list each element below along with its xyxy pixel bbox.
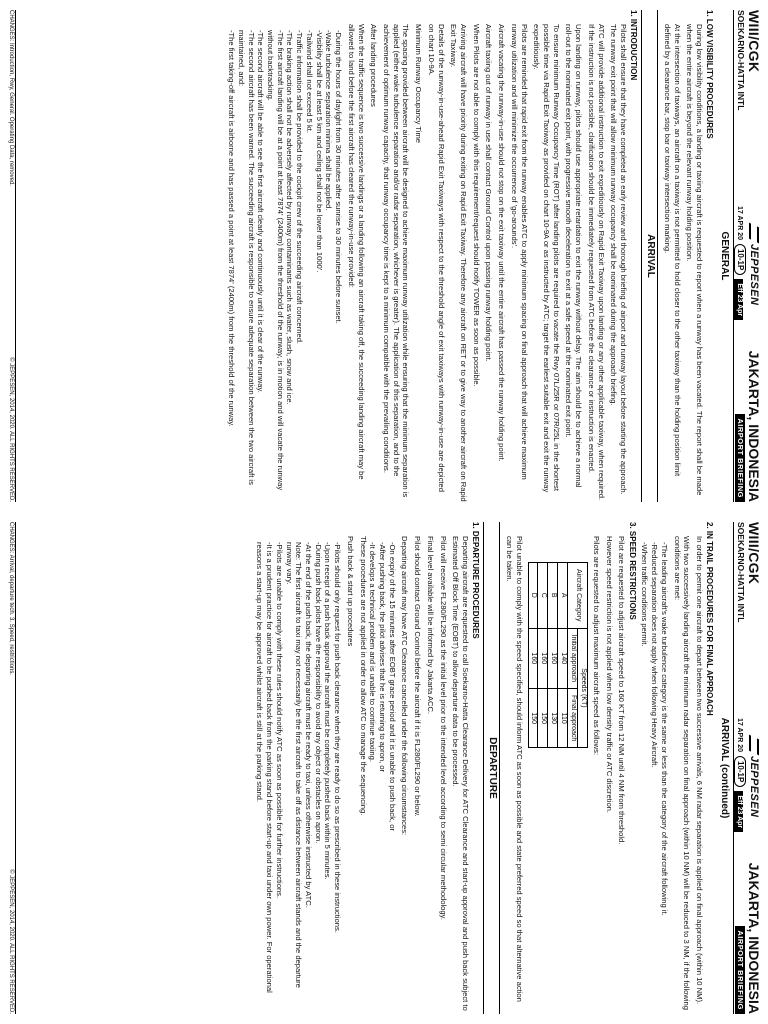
paragraph: Departing aircraft may have ATC Clearance cancelled under the following circumstances:	[400, 536, 410, 836]
paragraph: Pilots are requested to adjust maximum aircraft speed as follows:	[591, 536, 601, 756]
paragraph: During low visibility conditions, a landing or taxiing aircraft is requested to report when a runway has been vacated. The report shall be made when the entire aircraft is beyond the relevant runway holding position.	[685, 24, 704, 496]
list-item: -Pilots are unable to comply with these rules should notify ATC as soon as possible for further instructions.	[274, 542, 284, 899]
list-item: -Pilots should only request for push back clearance when they are ready to do so as prescribed in these instructions.	[333, 542, 343, 933]
paragraph: Pilot are requested to adjust aircraft speed to 160 KT from 12 NM until 4 NM from threshold.	[617, 536, 627, 845]
jeppesen-logo-icon	[749, 223, 759, 244]
logo-text: JEPPESEN	[748, 244, 760, 306]
subheading-push-back: Push back & start up procedures	[345, 536, 355, 647]
list-item: -When traffic conditions permit.	[640, 542, 650, 647]
table-cell: 160	[538, 628, 548, 688]
paragraph: In order to permit one aircraft to depart between two successive arrivals, 6 NM radar separation is applied on final approach (within 10 NM).	[694, 536, 704, 1005]
list-item: -At the end of the push back, the departing aircraft must be ready to taxi, unless otherwise instructed by ATC.	[304, 542, 314, 908]
table-header: Speeds (KT)	[578, 628, 588, 748]
table-cell: D	[528, 563, 538, 629]
heading-departure-procedures: 1. DEPARTURE PROCEDURES	[471, 522, 481, 639]
city-country: JAKARTA, INDONESIA	[746, 862, 762, 1014]
list-item: -Reduced separation does not apply when following Heavy Aircraft.	[650, 542, 660, 768]
airport-name: SOEKARNO-HATTA INTL	[736, 522, 746, 623]
briefing-label: AIRPORT BRIEFING	[735, 414, 745, 502]
briefing-page-2	[0, 512, 768, 1024]
list-item: -Tailwind shall not exceed 5 kt.	[304, 30, 314, 133]
table-header: Final approach	[568, 689, 578, 748]
paragraph: Details of the runway-in-use-ahead Rapid Exit Taxiways with respect to the threshold angle of exit taxiways with runway-in-use are depicted on chart 10-9A.	[426, 24, 446, 492]
paragraph: These procedures are not applied in order to allow ATC to manage the sequencing.	[358, 536, 368, 816]
chart-date	[734, 718, 746, 832]
page-header	[733, 522, 762, 1014]
table-row	[558, 563, 568, 748]
table-cell: C	[538, 563, 548, 629]
section-general-title: GENERAL	[719, 231, 730, 281]
table-row	[578, 563, 588, 748]
paragraph: Arriving aircraft will have priority during exiting on Rapid Exit Taxiway. Therefore any aircraft on RET or to give way to another aircraft on Rapid Exit Taxiway.	[449, 24, 468, 502]
footer-changes: CHANGES: Introduction, Rwy, General. Operating Data, removed.	[7, 10, 14, 186]
paragraph: Upon landing on runway, pilots should use appropriate retardation to exit the runway without delay. The aim should be to achieve a normal roll-out to the nominated exit point, with progressive smooth deceleration to exit at a safe speed at the nominated exit point.	[564, 24, 584, 488]
chart-code: 10-1P	[734, 244, 746, 275]
paragraph: Pilot should contact Ground Control before the aircraft if it is FL280/FL290 or below.	[413, 536, 423, 817]
table-row	[528, 563, 538, 748]
effective-badge: Eff 23 Apr	[734, 279, 743, 320]
list-item: -The second aircraft has been warned. The succeeding aircraft is responsible to ensure adequate separation between the two aircraft is maintained, and:	[236, 30, 256, 485]
list-item: -During push back pilots have the responsibility to avoid any object or obstacles on apron.	[313, 542, 323, 844]
paragraph: Pilots are reminded that rapid exit from the runway enables ATC to apply minimum spacing on final approach that will achieve maximum runway utilization and will minimize the occurrence of 'go-arounds'.	[509, 24, 529, 480]
table-row	[538, 563, 548, 748]
airport-name: SOEKARNO-HATTA INTL	[736, 10, 746, 111]
paragraph: The spacing provided between aircraft will be designed to achieve maximum runway utilization while ensuring that the minimum separation is applied (either wake turbulence separation and/or radar separation, whichever is greater). The application of this separation, and to the achievement of optimum runway capacity, that runway occupancy time is kept to a minimum compatible with the prevailing conditions.	[381, 24, 411, 498]
logo-text: JEPPESEN	[748, 756, 760, 818]
paragraph: At the intersection of taxiways, an aircraft on a taxiway is not permitted to hold closer to the other taxiway than the holding position limit defined by a clearance bar, stop bar or taxiway intersection marking.	[662, 24, 682, 477]
list-item: -During the hours of daylight from 30 minutes after sunrise to 30 minutes before sunset.	[334, 30, 344, 324]
chart-date	[734, 206, 746, 320]
airport-icao: WIII/CGK	[746, 10, 762, 73]
paragraph: Departing aircraft are requested to call Soekarno-Hatta Clearance Delivery for ATC Clearance and start-up approval and push back subject to Estimated Off Block Time (EOBT) to allow departure data to be processed.	[451, 536, 471, 1011]
table-cell: 140	[558, 628, 568, 688]
page-footer	[6, 10, 16, 502]
table-cell: 130	[548, 689, 558, 748]
paragraph: However speed restriction is not applied when low density traffic or ATC discretion.	[604, 536, 614, 814]
table-cell: A	[558, 563, 568, 629]
paragraph: Aircraft vacating the runway-in-use should not stop on the exit taxiway until the entire aircraft has passed the runway holding point.	[497, 24, 507, 462]
paragraph: Pilot unable to comply with the speed specified, should inform ATC as soon as possible and state preferred speed so that alternative action can be taken.	[504, 536, 524, 1002]
footer-changes: CHANGES: Arrival, departure tech. 3. Speed, restrictions.	[7, 522, 14, 676]
footer-copyright: © JEPPESEN, 2014, 2020. ALL RIGHTS RESERVED.	[7, 869, 14, 1014]
list-item: -After pushing back, the pilot advises that he is returning to apron, or	[378, 542, 388, 773]
list-item: -The leading aircraft's wake turbulence category is the same or less than the category of the aircraft following it.	[659, 542, 669, 916]
list-item: -The first taking-off aircraft is airborne and has passed a point at least 7874' (2400m) from the threshold of the runway.	[227, 30, 237, 427]
heading-in-trail: 2. IN TRAIL PROCEDURES FOR FINAL APPROACH	[705, 522, 715, 716]
heading-low-visibility: 1. LOW VISIBILITY PROCEDURES	[705, 10, 715, 139]
jeppesen-logo	[747, 737, 761, 817]
subheading-mrot: Minimum Runway Occupancy Time	[414, 24, 424, 144]
table-cell: 160	[528, 628, 538, 688]
heading-speed-restrictions: 3. SPEED RESTRICTIONS	[627, 522, 637, 620]
list-item: -It develops a technical problem and is unable to continue taxiing.	[368, 542, 378, 762]
paragraph: Pilots shall ensure that they have completed an early review and thorough briefing of airport and runway layout before starting the approach. The runway exit point that will allow minimum runway occupancy shall be nominated during the approach briefing.	[609, 24, 629, 495]
date-text: 17 APR 20	[736, 206, 743, 240]
table-cell: 150	[528, 689, 538, 748]
table-row	[548, 563, 558, 748]
paragraph: Pilot will receive FL280/FL290 as the initial level prior to the intended level according to semi circular methodology.	[438, 536, 448, 920]
footer-copyright: © JEPPESEN, 2014, 2020. ALL RIGHTS RESERVED.	[7, 357, 14, 502]
city-country: JAKARTA, INDONESIA	[746, 350, 762, 502]
list-item: -The second aircraft will be able to see the first aircraft clearly and continuously until it is clear of the runway.	[256, 30, 266, 393]
page-footer	[6, 522, 16, 1014]
table-header: Aircraft Category	[568, 563, 588, 629]
list-item: -On expiry of the 15 minutes after EOBT grace period and it is unable to push back, or	[387, 542, 397, 831]
list-item: -Upon receipt of a push back approval the aircraft must be completely pushed back within 5 minutes.	[323, 542, 333, 880]
list-item: Note: The first aircraft to taxi may not necessarily be the first aircraft to take off as distance between aircraft stands and the departure runway vary.	[284, 542, 304, 988]
table-cell: 110	[558, 689, 568, 748]
paragraph: To ensure minimum Runway Occupancy Time (ROT) after landing pilots are required to vacate the Rwy 07L/25R or 07R/25L in the shortest possible time via Rapid Exit Taxiway as provided on chart 10-9A or as instructed by ATC; target the earliest suitable exit and exit the runway expeditiously.	[532, 24, 561, 493]
paragraph: Final level available will be informed by Jakarta ACC.	[425, 536, 435, 715]
date-text: 17 APR 20	[736, 718, 743, 752]
section-arrival-continued-title: ARRIVAL (continued)	[719, 717, 730, 819]
chart-code: 10-1P	[734, 756, 746, 787]
table-header: Initial approach	[568, 628, 578, 688]
list-item: -It is a prudent practice for aircraft to be pushed back from the parking stand before start-up and taxi under own power. For operational reasons a start-up may be approved whilst aircraft is still at the parking stand.	[255, 542, 275, 993]
page-header	[733, 10, 762, 502]
paragraph: Aircraft taxiing out of runway in use shall contact Ground Control upon passing runway holding point.	[484, 24, 494, 362]
briefing-page-2-half	[0, 512, 768, 1024]
table-cell: 150	[538, 689, 548, 748]
paragraph: With two successively landing aircraft the minimum radar separation on final approach (within 10 NM) will be reduced to 3 NM, if the following conditions are met:	[672, 536, 692, 1010]
jeppesen-logo	[747, 225, 761, 305]
jeppesen-logo-icon	[749, 735, 759, 756]
list-item: -The braking action shall not be adversely affected by runway contaminants such as water, slush, snow and ice.	[285, 30, 295, 405]
paragraph: ATC will provide additional instruction to exit expeditiously on Rapid Exit Taxiway upon landing or any other applicable taxiway, when required. If the instruction is not possible, clarification should be immediately requested from ATC before the clearance or instruction is enacted.	[586, 24, 606, 501]
section-arrival-title: ARRIVAL	[641, 10, 658, 502]
briefing-label: AIRPORT BRIEFING	[735, 926, 745, 1014]
table-cell: B	[548, 563, 558, 629]
paragraph: When the traffic sequence is two successive landings or a landing following an aircraft taking off, the succeeding landing aircraft may be allowed to land before the first aircraft has cleared the runway-in-use provided:	[346, 24, 366, 480]
heading-introduction: 1. INTRODUCTION	[629, 10, 639, 81]
section-departure-title: DEPARTURE	[483, 522, 500, 1014]
airport-icao: WIII/CGK	[746, 522, 762, 585]
list-item: -The first aircraft landing will be at a point at least 7874' (2400m) from the threshold of the runway, is in motion and will vacate the runway without backtracking.	[266, 30, 285, 491]
paragraph: When Pilots are not able to comply with this requirement/request should notify TOWER as soon as possible.	[471, 24, 481, 387]
list-item: -Visibility shall be at least 5 km and ceiling shall not be lower than 1000'.	[314, 30, 324, 273]
table-cell: 160	[548, 628, 558, 688]
list-item: -Wake turbulence separation minima shall be applied.	[324, 30, 334, 211]
effective-badge: Eff 23 Apr	[734, 791, 743, 832]
subheading-after-landing: After landing procedures	[369, 24, 379, 107]
speed-table	[528, 562, 589, 748]
list-item: -Traffic information shall be provided to the cockpit crew of the succeeding aircraft concerned.	[295, 30, 305, 345]
